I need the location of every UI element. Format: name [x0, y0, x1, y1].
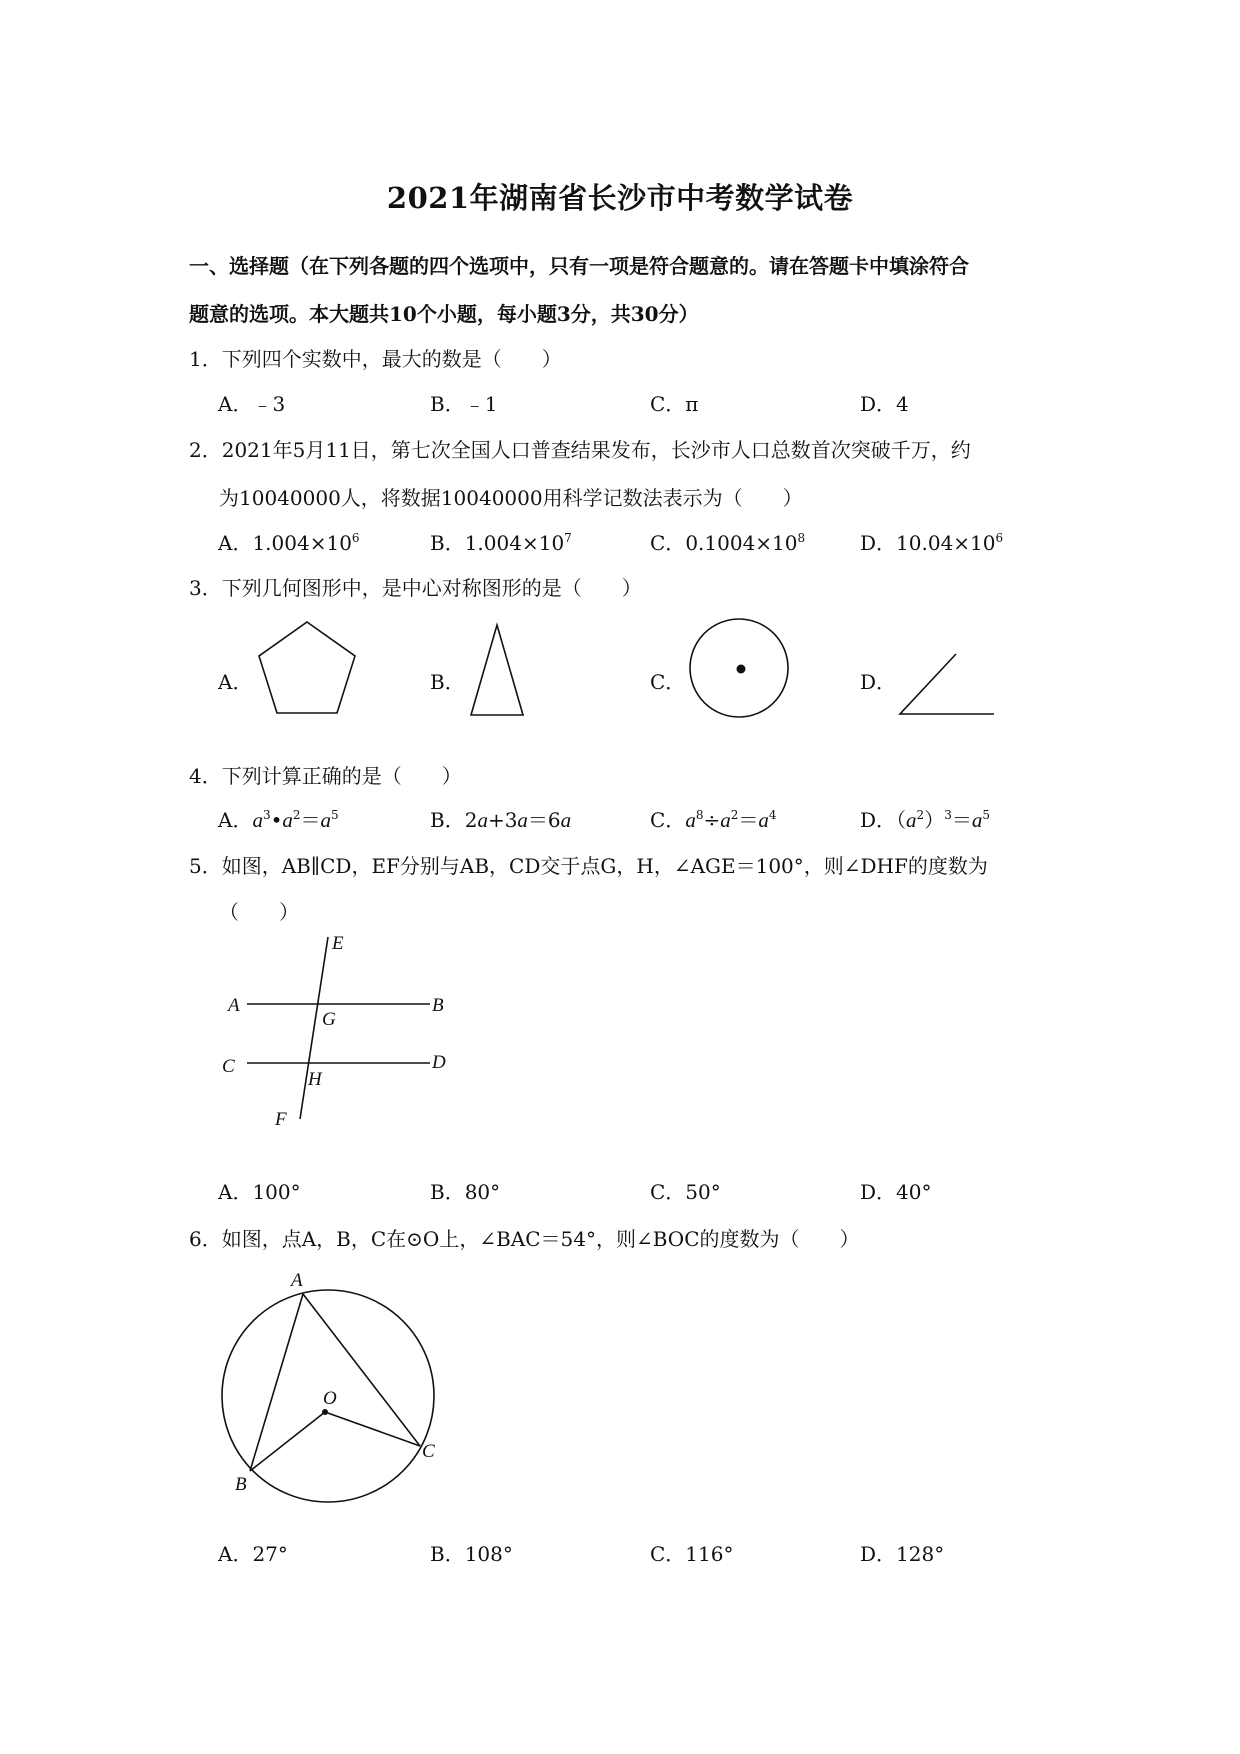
- question-5-stem: 5．如图，AB∥CD，EF分别与AB，CD交于点G，H，∠AGE＝100°，则∠DHF的度数为: [189, 854, 988, 878]
- section-heading-line2: 题意的选项。本大题共10个小题，每小题3分，共30分）: [189, 302, 699, 326]
- q3-option-d-label: D．: [860, 670, 897, 694]
- q6-option-d: D．128°: [860, 1542, 945, 1566]
- q6-option-b: B．108°: [430, 1542, 513, 1566]
- q5-parallel-lines-figure: [220, 935, 460, 1130]
- q3-option-b-label: B．: [430, 670, 465, 694]
- q5-option-b: B．80°: [430, 1180, 501, 1204]
- q2-option-b: B．$1.004\times 10^7$: [430, 531, 572, 555]
- question-1-stem: 1．下列四个实数中，最大的数是（ ）: [189, 347, 562, 371]
- q6-option-a: A．27°: [218, 1542, 288, 1566]
- q1-option-c: C．π: [650, 392, 699, 416]
- q5-option-c: C．50°: [650, 1180, 721, 1204]
- q3-pentagon-figure: [255, 622, 365, 717]
- q5-label-d: D: [432, 1052, 446, 1073]
- page-title: 2021年湖南省长沙市中考数学试卷: [386, 181, 854, 215]
- question-6-stem: 6．如图，点A，B，C在⊙O上，∠BAC＝54°，则∠BOC的度数为（ ）: [189, 1227, 860, 1251]
- q3-triangle-figure: [470, 625, 530, 720]
- q4-option-c: C．$a^8\div a^2=a^4$: [650, 808, 777, 832]
- q3-option-a-label: A．: [218, 670, 253, 694]
- q6-label-b: B: [235, 1474, 247, 1495]
- q1-option-d: D．4: [860, 392, 909, 416]
- question-2-stem-line2: 为10040000人，将数据10040000用科学记数法表示为（ ）: [219, 486, 803, 510]
- q6-label-c: C: [422, 1441, 435, 1462]
- question-5-stem-line2: （ ）: [219, 900, 299, 924]
- q3-angle-figure: [898, 652, 998, 718]
- q4-option-b: B．2a+3a＝6a: [430, 808, 572, 832]
- q2-option-a: A．$1.004\times 10^6$: [218, 531, 360, 555]
- q3-circle-figure: [688, 617, 792, 721]
- q1-option-b: B．﹣1: [430, 392, 498, 416]
- q4-option-d: D．$(a^2)^3=a^5$: [860, 808, 990, 832]
- q1-option-a: A．﹣3: [218, 392, 286, 416]
- q5-label-f: F: [275, 1109, 287, 1130]
- q4-option-a: A．$a^3•a^2=a^5$: [218, 808, 339, 832]
- q6-option-c: C．116°: [650, 1542, 734, 1566]
- q5-label-c: C: [222, 1056, 235, 1077]
- q5-option-d: D．40°: [860, 1180, 932, 1204]
- q3-option-c-label: C．: [650, 670, 686, 694]
- q5-label-h: H: [308, 1069, 322, 1090]
- q2-option-c: C．$0.1004\times 10^8$: [650, 531, 806, 555]
- q6-circle-figure: [215, 1268, 445, 1508]
- q5-label-b: B: [432, 995, 444, 1016]
- q5-option-a: A．100°: [218, 1180, 301, 1204]
- q5-label-e: E: [332, 933, 344, 954]
- question-2-stem-line1: 2．2021年5月11日，第七次全国人口普查结果发布，长沙市人口总数首次突破千万，约: [189, 438, 971, 462]
- q5-label-g: G: [322, 1009, 336, 1030]
- question-4-stem: 4．下列计算正确的是（ ）: [189, 764, 462, 788]
- q6-label-a: A: [291, 1270, 303, 1291]
- q5-label-a: A: [228, 995, 240, 1016]
- section-heading-line1: 一、选择题（在下列各题的四个选项中，只有一项是符合题意的。请在答题卡中填涂符合: [189, 254, 969, 278]
- question-3-stem: 3．下列几何图形中，是中心对称图形的是（ ）: [189, 576, 642, 600]
- q6-label-o: O: [323, 1388, 337, 1409]
- q2-option-d: D．$10.04\times 10^6$: [860, 531, 1004, 555]
